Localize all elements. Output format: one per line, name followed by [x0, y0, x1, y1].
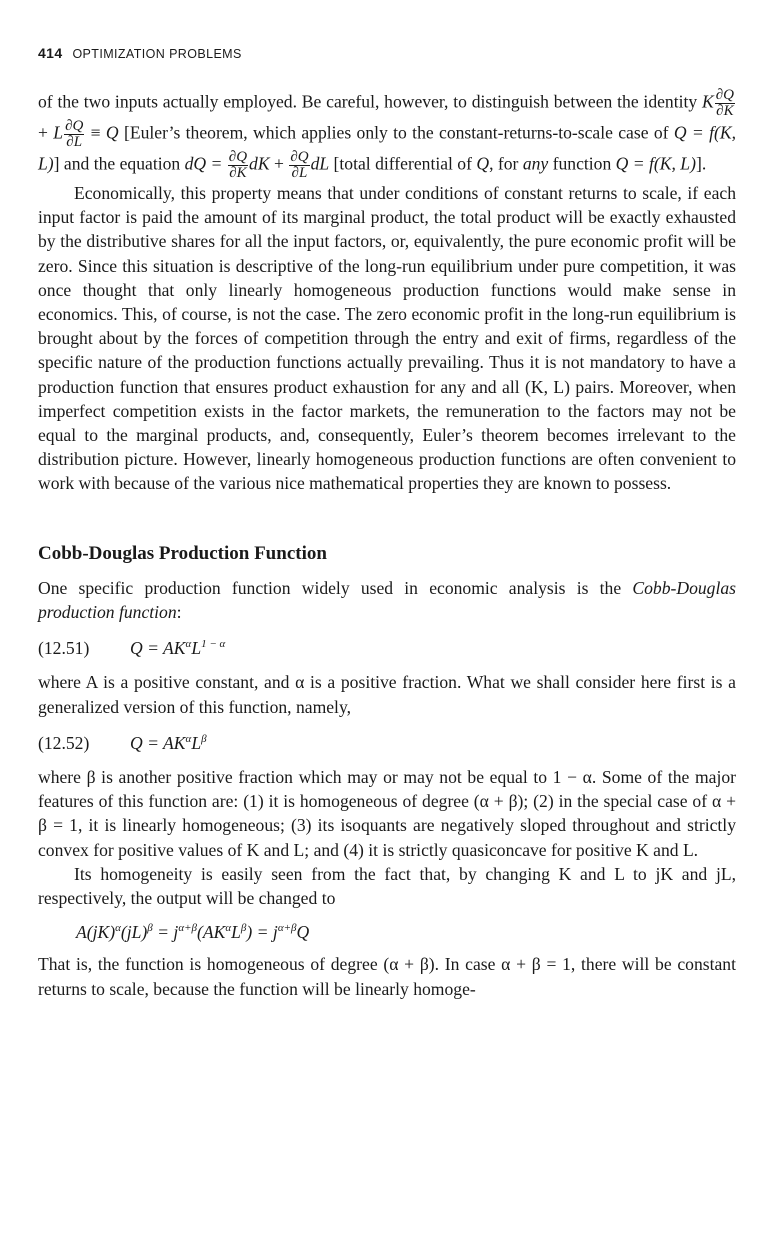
equation-lhs: Q = AK — [130, 732, 186, 753]
paragraph-cobb-douglas-intro — [38, 576, 736, 624]
text-run: of the two inputs actually employed. Be careful, however, to distinguish between the identity — [38, 91, 702, 112]
paragraph-features: where β is another positive fraction which may or may not be equal to 1 − α. Some of the major features of this function are: (1) it is homogeneous of degree (α + β); (2) in the special case of α + β = 1, it is linearly homogeneous; (3) its isoquants are negatively sloped throughout and strictly convex for positive values of K and L; and (4) it is strictly quasiconcave for positive K and L. — [38, 767, 736, 860]
math-var: K — [702, 91, 714, 112]
text-run: One specific production function widely used in economic analysis is the — [38, 577, 633, 598]
running-header — [38, 45, 242, 61]
text-run: , for — [489, 153, 523, 174]
fraction-numerator: ∂Q — [228, 149, 248, 165]
text-run: : — [176, 602, 182, 623]
math-expr: Q = f(K, L) — [615, 153, 696, 174]
exponent: α — [185, 732, 192, 745]
equation-number: (12.51) — [38, 638, 90, 659]
partial-fraction — [289, 150, 309, 181]
paragraph-where-a: where A is a positive constant, and α is a positive fraction. What we shall consider here first is a generalized version of this function, namely, — [38, 672, 736, 717]
partial-fraction — [228, 150, 248, 181]
text-run: ]. — [695, 153, 707, 174]
math-var: dL — [310, 153, 330, 174]
math-var: L — [191, 638, 202, 659]
math-expr: = j — [152, 922, 179, 943]
text-run: ] and the equation — [53, 153, 185, 174]
emphasis: any — [522, 153, 549, 174]
equation-12-51 — [38, 636, 736, 660]
fraction-denominator: ∂L — [291, 165, 308, 181]
section-title: OPTIMIZATION PROBLEMS — [72, 47, 242, 61]
math-var: L — [191, 732, 202, 753]
body-text — [38, 88, 736, 1001]
exponent: α — [225, 922, 232, 935]
fraction-numerator: ∂Q — [715, 87, 734, 103]
math-op: + — [269, 153, 289, 174]
text-run: function — [548, 153, 616, 174]
equation-number: (12.52) — [38, 732, 90, 753]
paragraph-conclusion: That is, the function is homogeneous of degree (α + β). In case α + β = 1, there will be constant returns to scale, because the function will be linearly homoge- — [38, 954, 736, 999]
section-heading: Cobb-Douglas Production Function — [38, 542, 327, 564]
display-equation — [76, 920, 736, 944]
fraction-denominator: ∂K — [716, 103, 734, 119]
math-var: Q — [105, 122, 119, 143]
math-expr: (jL) — [120, 922, 148, 943]
text-run: [total differential of — [329, 153, 477, 174]
text-run: [Euler’s theorem, which applies only to the constant-returns-to-scale case of — [118, 122, 674, 143]
exponent: β — [201, 732, 207, 745]
math-expr: ) = j — [246, 922, 278, 943]
emphasis: Cobb-Douglas production function — [38, 577, 736, 623]
partial-fraction — [64, 119, 84, 150]
exponent: α — [185, 638, 192, 651]
math-expr: Q = f(K, L) — [38, 122, 736, 174]
exponent: α — [115, 922, 121, 935]
fraction-denominator: ∂L — [66, 134, 83, 150]
exponent: α+β — [178, 922, 197, 935]
fraction-denominator: ∂K — [229, 165, 247, 181]
equation-12-52 — [38, 731, 736, 755]
paragraph-homogeneity: Its homogeneity is easily seen from the fact that, by changing K and L to jK and jL, respectively, the output will be changed to — [38, 863, 736, 909]
math-expr: A(jK) — [76, 922, 116, 943]
exponent: β — [147, 922, 153, 935]
math-var: dK — [249, 153, 270, 174]
math-expr: (AK — [197, 922, 226, 943]
partial-fraction — [715, 88, 735, 119]
equation-lhs: Q = AK — [130, 638, 186, 659]
math-op: + — [38, 122, 54, 143]
fraction-numerator: ∂Q — [290, 149, 309, 165]
math-expr: L — [231, 922, 241, 943]
paragraph-economics: Economically, this property means that under conditions of constant returns to scale, if each input factor is paid the amount of its marginal product, the total product will be exactly exhausted by the distributive shares for all the input factors, or, equivalently, the pure economic profit will be zero. Since this situation is descriptive of the long-run equilibrium under pure competition, it was once thought that only linearly homogeneous production functions would make sense in economics. This, of course, is not the case. The zero economic profit in the long-run equilibrium is brought about by the forces of competition through the entry and exit of firms, regardless of the specific nature of the production functions actually prevailing. Thus it is not mandatory to have a production function that ensures product exhaustion for any and all (K, L) pairs. Moreover, when imperfect competition exists in the factor markets, the remuneration to the factors may not be equal to the marginal products, and, consequently, Euler’s theorem becomes irrelevant to the distribution picture. However, linearly homogeneous production functions are often convenient to work with because of the various nice mathematical properties they are known to possess. — [38, 183, 736, 494]
math-var: Q — [476, 153, 490, 174]
math-expr: dQ = — [184, 153, 223, 174]
math-var: Q — [296, 922, 310, 943]
page-number: 414 — [38, 45, 63, 61]
exponent: 1 − α — [201, 638, 226, 651]
fraction-numerator: ∂Q — [65, 118, 84, 134]
exponent: α+β — [277, 922, 297, 935]
math-var: L — [53, 122, 64, 143]
math-op: ≡ — [85, 122, 106, 143]
paragraph-euler — [38, 88, 736, 181]
exponent: β — [240, 922, 247, 935]
